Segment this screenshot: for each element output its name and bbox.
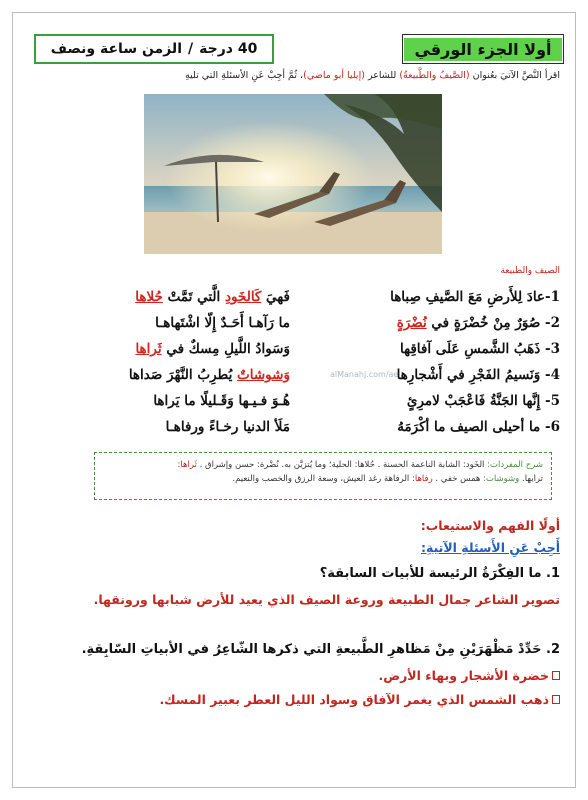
poet-name: (إيليا أبو ماضي) [303,70,365,81]
verse-second-hemistich: هُـوَ فـيـها وَقَـليلًا ما يَراها [153,393,290,409]
verse-first-hemistich: 1-عادَ لِلأَرضِ مَعَ الصَّيفِ صِباها [390,289,560,305]
intro-text-3: ، ثُمَّ أجِبْ عَنِ الأسئلةِ التي تليهِ [185,70,304,81]
vocab-definition: همس خفي . [435,473,481,484]
answer-2-item [159,692,560,707]
vocab-definition: ترابها. [522,473,543,484]
checkbox-icon [552,671,560,680]
vocab-line-2 [103,473,543,487]
answer-2-text: خضرة الأشجار وبهاء الأرض. [378,668,549,683]
watermark: alManahj.com/ae [330,370,399,379]
poem-verses [40,284,560,440]
vocab-term: رفاها [414,473,433,484]
verse-row [40,414,560,440]
beach-illustration [144,94,442,254]
verse-first-hemistich: 3- ذَهَبُ الشَّمسِ عَلَى آفاقِها [399,341,560,357]
answer-1: تصوير الشاعر جمال الطبيعة وروعة الصيف الذي يعيد للأرض شبابها ورونقها. [93,592,560,607]
score-text: 40 درجة [199,41,258,57]
poem-title: (الصَّيفُ والطَّبيعةُ) [399,70,470,81]
verse-first-hemistich: 2- صُوَرٌ مِنْ خُضْرَةٍ في نُضْرَةٍ [396,315,560,331]
score-time-box [34,34,274,64]
questions-instruction: أَجِبْ عَنِ الأَسئلةِ الآتيةِ: [420,540,560,555]
highlighted-word: ثَراها [135,341,162,357]
verse-row [40,362,560,388]
verse-row [40,284,560,310]
question-2: 2. حَدِّدْ مَظْهَرَيْنِ مِنْ مَظاهرِ الطَّبيعةِ التي ذكرها الشّاعِرُ في الأبياتِ السّابِقةِ. [81,642,560,657]
answer-2-text: ذهب الشمس الذي يغمر الآفاق وسواد الليل العطر بعبير المسك. [159,692,549,707]
verse-first-hemistich: 6- ما أحيلى الصيف ما أكْرَمَهُ [397,419,560,435]
vocab-definition: : الرفاهة رغد العيش، وسعة الرزق والخصب والنعيم. [232,473,415,484]
answer-2-item [379,668,560,683]
intro-text-1: اقرأ النَّصَّ الآتيَ بعُنوان [472,70,560,81]
verse-second-hemistich: فَهيَ كَالخَودِ الَّتي تَمَّتْ حُلاها [135,289,290,305]
highlighted-word: نُضْرَةٍ [396,315,427,331]
intro-text-2: للشاعر [367,70,397,81]
beach-photo [144,94,442,254]
highlighted-word: حُلاها [135,289,163,305]
question-1: 1. ما الفِكْرَةُ الرئيسة للأبيات السابقة؟ [319,566,560,581]
highlighted-word: كَالخَودِ [225,289,262,305]
vocab-term: وشوشات: [483,473,520,484]
intro-instruction [30,70,560,81]
checkbox-icon [552,695,560,704]
vocab-label: شرح المفردات: [487,460,543,470]
comprehension-heading: أولًا الفهم والاستيعاب: [420,518,560,533]
verse-row [40,388,560,414]
verse-row [40,336,560,362]
part-title-box [402,34,564,64]
verse-row [40,310,560,336]
vocab-term: ثَراها: [177,460,197,470]
vocabulary-box [94,452,552,500]
verse-second-hemistich: وَشوشاتٌ يُطرِبُ النَّهْرَ صَداها [128,367,290,383]
verse-first-hemistich: 4- وَنَسيمُ الفَجْرِ في أَشْجارِها [396,367,560,383]
highlighted-word: وَشوشاتٌ [237,367,290,383]
verse-first-hemistich: 5- إِنَّها الجَنَّةُ فَاعْجَبْ لامرِئٍ [406,393,560,409]
verse-second-hemistich: مَلَأ الدنيا رخـاءً ورفاهـا [165,419,290,435]
part-title: أولا الجزء الورقي [404,38,561,61]
time-text: الزمن ساعة ونصف [50,41,182,57]
verse-second-hemistich: ما رَآهـا أَحَـدٌ إِلّا اشْتَهاهـا [155,315,290,331]
separator: / [188,41,194,57]
verse-second-hemistich: وَسَوادُ اللَّيلِ مِسكٌ في ثَراها [135,341,290,357]
vocab-definitions: الخَود: الشابة الناعمة الحسنة . حُلاها: الحلية؛ وما يُتزيَّن به. نُضْرة: حسن وإشراق . [199,460,485,470]
vocab-line-1 [103,459,543,473]
poem-section-title: الصيف والطبيعة [500,266,560,276]
